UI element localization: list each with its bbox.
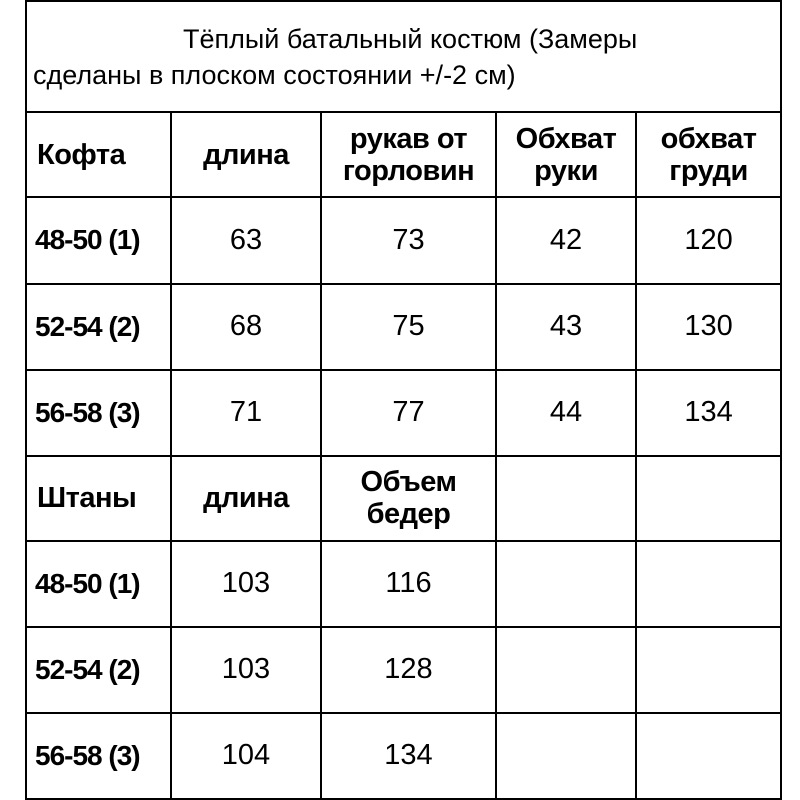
size-label: 52-54 (2) bbox=[26, 284, 171, 370]
table-cell: 73 bbox=[321, 197, 496, 283]
table-cell: 134 bbox=[321, 713, 496, 799]
table-cell: 77 bbox=[321, 370, 496, 456]
table-cell: 71 bbox=[171, 370, 321, 456]
title-line-1: Тёплый батальный костюм (Замеры bbox=[183, 23, 638, 54]
table-row bbox=[26, 713, 781, 799]
table-cell: 130 bbox=[636, 284, 781, 370]
jacket-header-arm-girth: Обхват руки bbox=[496, 112, 636, 197]
table-cell: 103 bbox=[171, 627, 321, 713]
jacket-section-label: Кофта bbox=[26, 112, 171, 197]
empty-cell bbox=[636, 456, 781, 541]
empty-cell bbox=[496, 713, 636, 799]
table-title bbox=[26, 1, 781, 112]
title-line-2: сделаны в плоском состоянии +/-2 см) bbox=[33, 59, 516, 90]
jacket-header-sleeve: рукав от горловин bbox=[321, 112, 496, 197]
jacket-header-row bbox=[26, 112, 781, 197]
empty-cell bbox=[636, 627, 781, 713]
table-cell: 120 bbox=[636, 197, 781, 283]
table-cell: 134 bbox=[636, 370, 781, 456]
table-cell: 128 bbox=[321, 627, 496, 713]
pants-header-length: длина bbox=[171, 456, 321, 541]
table-cell: 116 bbox=[321, 541, 496, 627]
table-cell: 68 bbox=[171, 284, 321, 370]
size-label: 56-58 (3) bbox=[26, 370, 171, 456]
table-row bbox=[26, 197, 781, 283]
table-row bbox=[26, 541, 781, 627]
jacket-header-length: длина bbox=[171, 112, 321, 197]
jacket-header-chest-girth: обхват груди bbox=[636, 112, 781, 197]
size-label: 56-58 (3) bbox=[26, 713, 171, 799]
pants-header-hip-girth: Объем бедер bbox=[321, 456, 496, 541]
table-cell: 63 bbox=[171, 197, 321, 283]
size-label: 52-54 (2) bbox=[26, 627, 171, 713]
table-row bbox=[26, 370, 781, 456]
table-cell: 104 bbox=[171, 713, 321, 799]
table-row bbox=[26, 284, 781, 370]
table-cell: 103 bbox=[171, 541, 321, 627]
empty-cell bbox=[636, 541, 781, 627]
empty-cell bbox=[496, 541, 636, 627]
size-label: 48-50 (1) bbox=[26, 541, 171, 627]
pants-section-label: Штаны bbox=[26, 456, 171, 541]
empty-cell bbox=[636, 713, 781, 799]
size-chart-table bbox=[25, 0, 782, 800]
pants-header-row bbox=[26, 456, 781, 541]
size-label: 48-50 (1) bbox=[26, 197, 171, 283]
table-row bbox=[26, 627, 781, 713]
empty-cell bbox=[496, 456, 636, 541]
table-cell: 42 bbox=[496, 197, 636, 283]
table-cell: 43 bbox=[496, 284, 636, 370]
empty-cell bbox=[496, 627, 636, 713]
table-cell: 75 bbox=[321, 284, 496, 370]
table-cell: 44 bbox=[496, 370, 636, 456]
